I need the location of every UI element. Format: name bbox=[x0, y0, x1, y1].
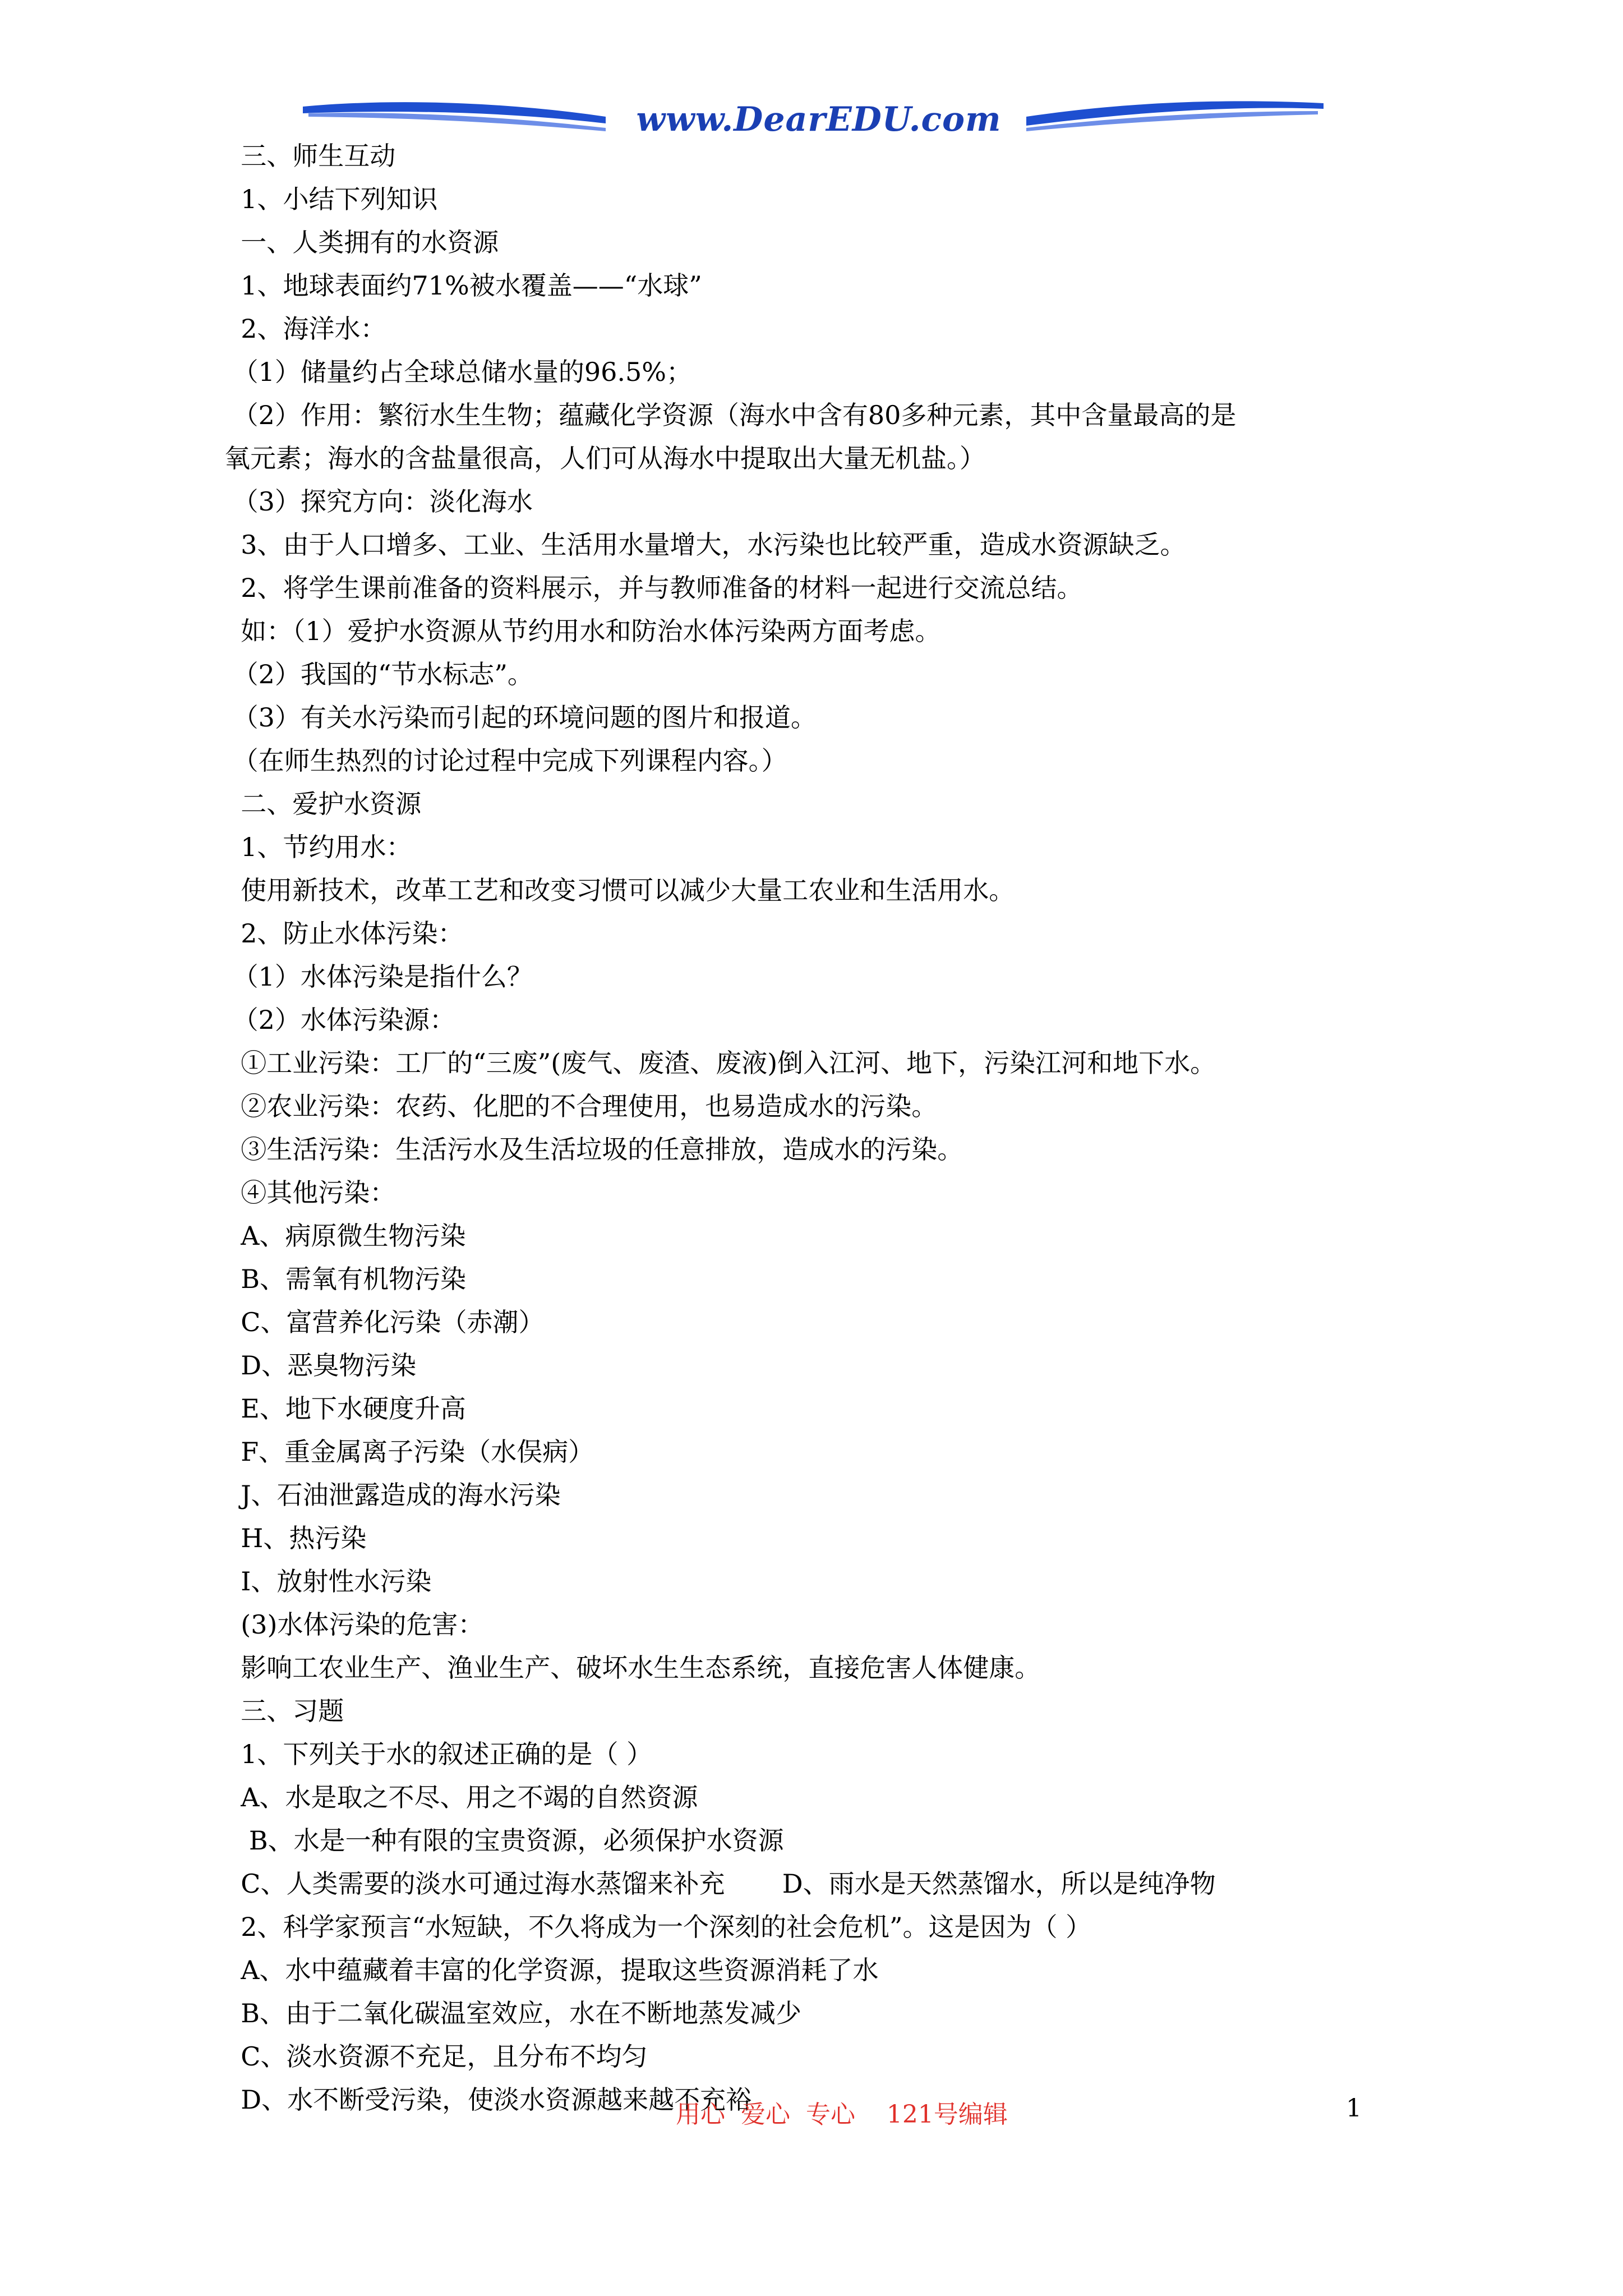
text-line: （1）储量约占全球总储水量的96.5%； bbox=[224, 357, 693, 387]
text-line: 2、科学家预言“水短缺，不久将成为一个深刻的社会危机”。这是因为（ ） bbox=[224, 1912, 1092, 1942]
text-line: D、水不断受污染，使淡水资源越来越不充裕 bbox=[224, 2085, 752, 2115]
text-line: 2、防止水体污染： bbox=[224, 918, 464, 949]
text-line: （2）水体污染源： bbox=[224, 1005, 455, 1035]
text-line: 1、下列关于水的叙述正确的是（ ） bbox=[224, 1739, 653, 1769]
text-line: B、需氧有机物污染 bbox=[224, 1264, 467, 1294]
text-line: 二、爱护水资源 bbox=[224, 789, 422, 819]
text-line: ②农业污染：农药、化肥的不合理使用，也易造成水的污染。 bbox=[224, 1091, 938, 1121]
page-number: 1 bbox=[1346, 2094, 1362, 2123]
text-line: C、淡水资源不充足，且分布不均匀 bbox=[224, 2041, 648, 2072]
text-line: A、水是取之不尽、用之不竭的自然资源 bbox=[224, 1782, 698, 1812]
text-line: 1、节约用水： bbox=[224, 832, 412, 862]
footer-text: 用心 爱心 专心 121号编辑 bbox=[676, 2100, 1008, 2129]
text-line: （在师生热烈的讨论过程中完成下列课程内容。） bbox=[224, 746, 787, 776]
text-line: J、石油泄露造成的海水污染 bbox=[224, 1480, 561, 1510]
text-line: 一、人类拥有的水资源 bbox=[224, 227, 499, 257]
text-line: 1、地球表面约71%被水覆盖——“水球” bbox=[224, 270, 702, 301]
text-line: 使用新技术，改革工艺和改变习惯可以减少大量工农业和生活用水。 bbox=[224, 875, 1015, 905]
text-line: D、恶臭物污染 bbox=[224, 1350, 417, 1381]
text-line: I、放射性水污染 bbox=[224, 1566, 432, 1596]
text-line: F、重金属离子污染（水俣病） bbox=[224, 1437, 594, 1467]
text-line: 2、将学生课前准备的资料展示，并与教师准备的材料一起进行交流总结。 bbox=[224, 573, 1083, 603]
text-line: H、热污染 bbox=[224, 1523, 367, 1553]
text-line: E、地下水硬度升高 bbox=[224, 1393, 466, 1424]
text-line: ③生活污染：生活污水及生活垃圾的任意排放，造成水的污染。 bbox=[224, 1134, 963, 1165]
text-line: C、富营养化污染（赤潮） bbox=[224, 1307, 545, 1337]
text-line: 影响工农业生产、渔业生产、破坏水生生态系统，直接危害人体健康。 bbox=[224, 1653, 1041, 1683]
document-body bbox=[224, 135, 1419, 2122]
text-line: 3、由于人口增多、工业、生活用水量增大，水污染也比较严重，造成水资源缺乏。 bbox=[224, 530, 1186, 560]
text-line: ①工业污染：工厂的“三废”(废气、废渣、废液)倒入江河、地下，污染江河和地下水。 bbox=[224, 1048, 1216, 1078]
text-line: (3)水体污染的危害： bbox=[224, 1609, 484, 1640]
text-line: A、水中蕴藏着丰富的化学资源，提取这些资源消耗了水 bbox=[224, 1955, 879, 1985]
text-line: C、人类需要的淡水可通过海水蒸馏来补充 D、雨水是天然蒸馏水，所以是纯净物 bbox=[224, 1869, 1216, 1899]
text-line: 三、习题 bbox=[224, 1696, 344, 1726]
text-line: （3）探究方向：淡化海水 bbox=[224, 486, 533, 517]
text-line: 1、小结下列知识 bbox=[224, 184, 438, 214]
text-line: ④其他污染： bbox=[224, 1177, 396, 1208]
text-line: （2）作用：繁衍水生生物；蕴藏化学资源（海水中含有80多种元素，其中含量最高的是 bbox=[224, 400, 1237, 430]
text-line: 三、师生互动 bbox=[224, 141, 396, 171]
text-line: 2、海洋水： bbox=[224, 314, 386, 344]
text-line: B、由于二氧化碳温室效应，水在不断地蒸发减少 bbox=[224, 1998, 802, 2028]
text-line: （2）我国的“节水标志”。 bbox=[224, 659, 533, 689]
text-line: B、水是一种有限的宝贵资源，必须保护水资源 bbox=[224, 1825, 784, 1856]
site-logo-text: www.DearEDU.com bbox=[636, 100, 1002, 139]
text-line: （3）有关水污染而引起的环境问题的图片和报道。 bbox=[224, 702, 817, 733]
text-line: 如：（1）爱护水资源从节约用水和防治水体污染两方面考虑。 bbox=[224, 616, 941, 646]
text-line: 氧元素；海水的含盐量很高，人们可从海水中提取出大量无机盐。） bbox=[224, 443, 985, 473]
text-line: （1）水体污染是指什么？ bbox=[224, 961, 533, 992]
text-line: A、病原微生物污染 bbox=[224, 1221, 466, 1251]
